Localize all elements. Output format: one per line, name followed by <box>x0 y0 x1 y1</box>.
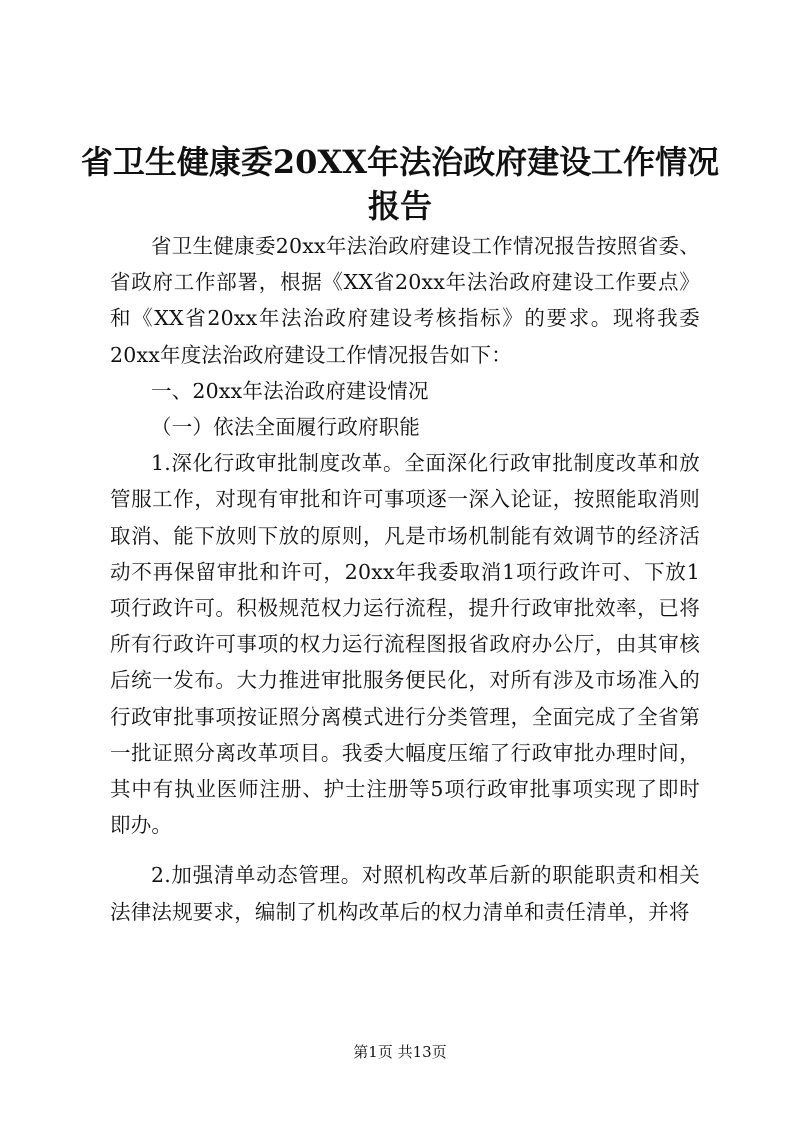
document-title <box>80 140 720 228</box>
subsection-heading: （一）依法全面履行政府职能 <box>151 415 421 440</box>
title-line-2: 报告 <box>367 187 432 225</box>
title-line-1: 省卫生健康委20XX年法治政府建设工作情况 <box>80 143 720 181</box>
page-footer: 第1页 共13页 <box>353 1043 447 1061</box>
section-heading: 一、20xx年法治政府建设情况 <box>151 378 429 403</box>
document-body <box>110 228 700 930</box>
item-1-paragraph: 1.深化行政审批制度改革。全面深化行政审批制度改革和放管服工作，对现有审批和许可事项逐一深入论证，按照能取消则取消、能下放则下放的原则，凡是市场机制能有效调节的经济活动不再保留审批和许可，20xx年我委取消1项行政许可、下放1项行政许可。积极规范权力运行流程，提升行政审批效率，已将所有行政许可事项的权力运行流程图报省政府办公厅，由其审核后统一发布。大力推进审批服务便民化，对所有涉及市场准入的行政审批事项按证照分离模式进行分类管理，全面完成了全省第一批证照分离改革项目。我委大幅度压缩了行政审批办理时间，其中有执业医师注册、护士注册等5项行政审批事项实现了即时即办。 <box>110 451 700 838</box>
item-2-paragraph: 2.加强清单动态管理。对照机构改革后新的职能职责和相关法律法规要求，编制了机构改革后的权力清单和责任清单，并将 <box>110 863 700 924</box>
intro-paragraph: 省卫生健康委20xx年法治政府建设工作情况报告按照省委、省政府工作部署，根据《XX省20xx年法治政府建设工作要点》和《XX省20xx年法治政府建设考核指标》的要求。现将我委20xx年度法治政府建设工作情况报告如下： <box>110 234 700 367</box>
